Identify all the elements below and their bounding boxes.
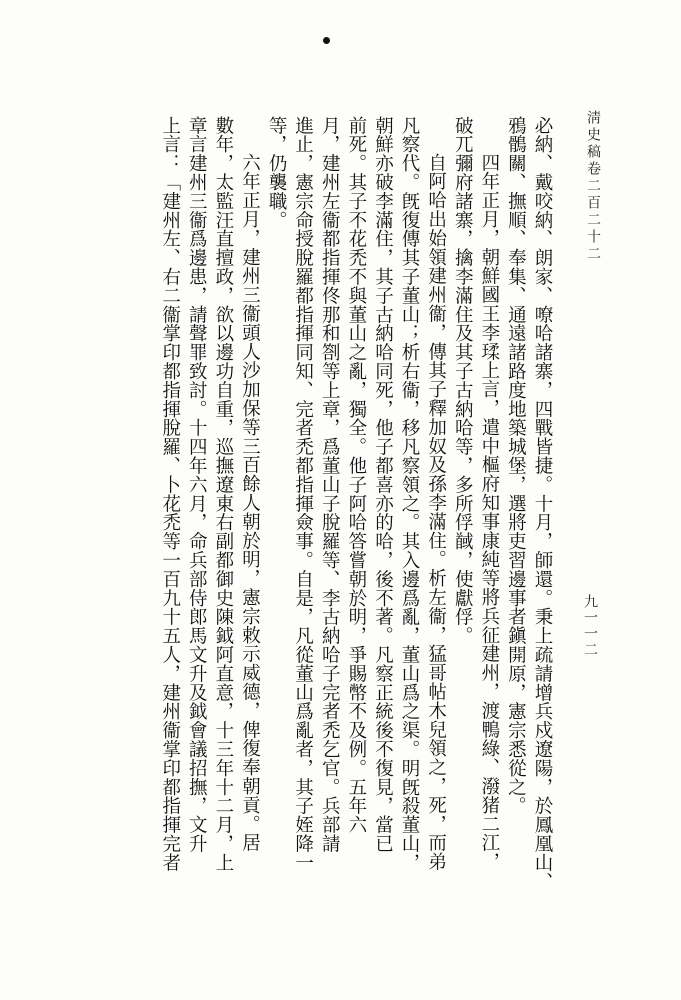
text-column: 等，仍襲職。: [266, 116, 288, 230]
text-column: 月，建州左衞都指揮佟那和劄等上章，爲董山子脫羅等、李古納哈子完者禿乞官。兵部請: [319, 116, 341, 854]
text-column: 凡察代。旣復傳其子董山；析右衞，移凡察領之。其入邊爲亂，董山爲之渠。明旣殺董山，: [399, 116, 421, 872]
text-column: 進止，憲宗命授脫羅都指揮同知、完者禿都指揮僉事。自是，凡從董山爲亂者，其子姪降一: [292, 116, 314, 872]
text-column: 自阿哈出始領建州衞，傳其子釋加奴及孫李滿住。析左衞，猛哥帖木兒領之，死，而弟: [425, 153, 447, 872]
text-column: 四年正月，朝鮮國王李瑈上言，遣中樞府知事康純等將兵征建州，渡鴨綠、潑猪二江，: [478, 153, 500, 872]
text-column: 數年，太監汪直擅政，欲以邊功自重，巡撫遼東右副都御史陳鉞阿直意，十三年十二月，上: [212, 116, 234, 872]
text-column: 朝鮮亦破李滿住，其子古納哈同死，他子都喜亦的哈，後不著。凡察正統後不復見，當已: [372, 116, 394, 854]
text-column: 章言建州三衞爲邊患，請聲罪致討。十四年六月，命兵部侍郎馬文升及鉞會議招撫，文升: [186, 116, 208, 854]
text-column: 六年正月，建州三衞頭人沙加保等三百餘人朝於明，憲宗敕示威德，俾復奉朝貢。居: [239, 153, 261, 853]
text-column: 上言：「建州左、右二衞掌印都指揮脫羅、卜花禿等一百九十五人，建州衞掌印都指揮完者: [159, 116, 181, 872]
text-column: 必納、戴咬納、朗家、嘹哈諸寨，四戰皆捷。十月，師還。秉上疏請增兵戍遼陽，於鳳凰山、: [532, 116, 553, 891]
ink-dot-mark: [323, 37, 330, 44]
vertical-text-body: [55, 116, 555, 936]
running-header: 淸史稿卷二百二十二: [585, 110, 601, 263]
page-number: 九一一二: [582, 594, 598, 658]
text-column: 破兀彌府諸寨，擒李滿住及其子古納哈等，多所俘馘，使獻俘。: [452, 116, 474, 646]
text-column: 前死。其子不花禿不與董山之亂，獨全。他子阿哈答嘗朝於明，爭賜幣不及例。五年六: [345, 116, 367, 835]
text-column: 鴉鶻關、撫順、奉集、通遠諸路度地築城堡，選將吏習邊事者鎭開原，憲宗悉從之。: [505, 116, 527, 816]
